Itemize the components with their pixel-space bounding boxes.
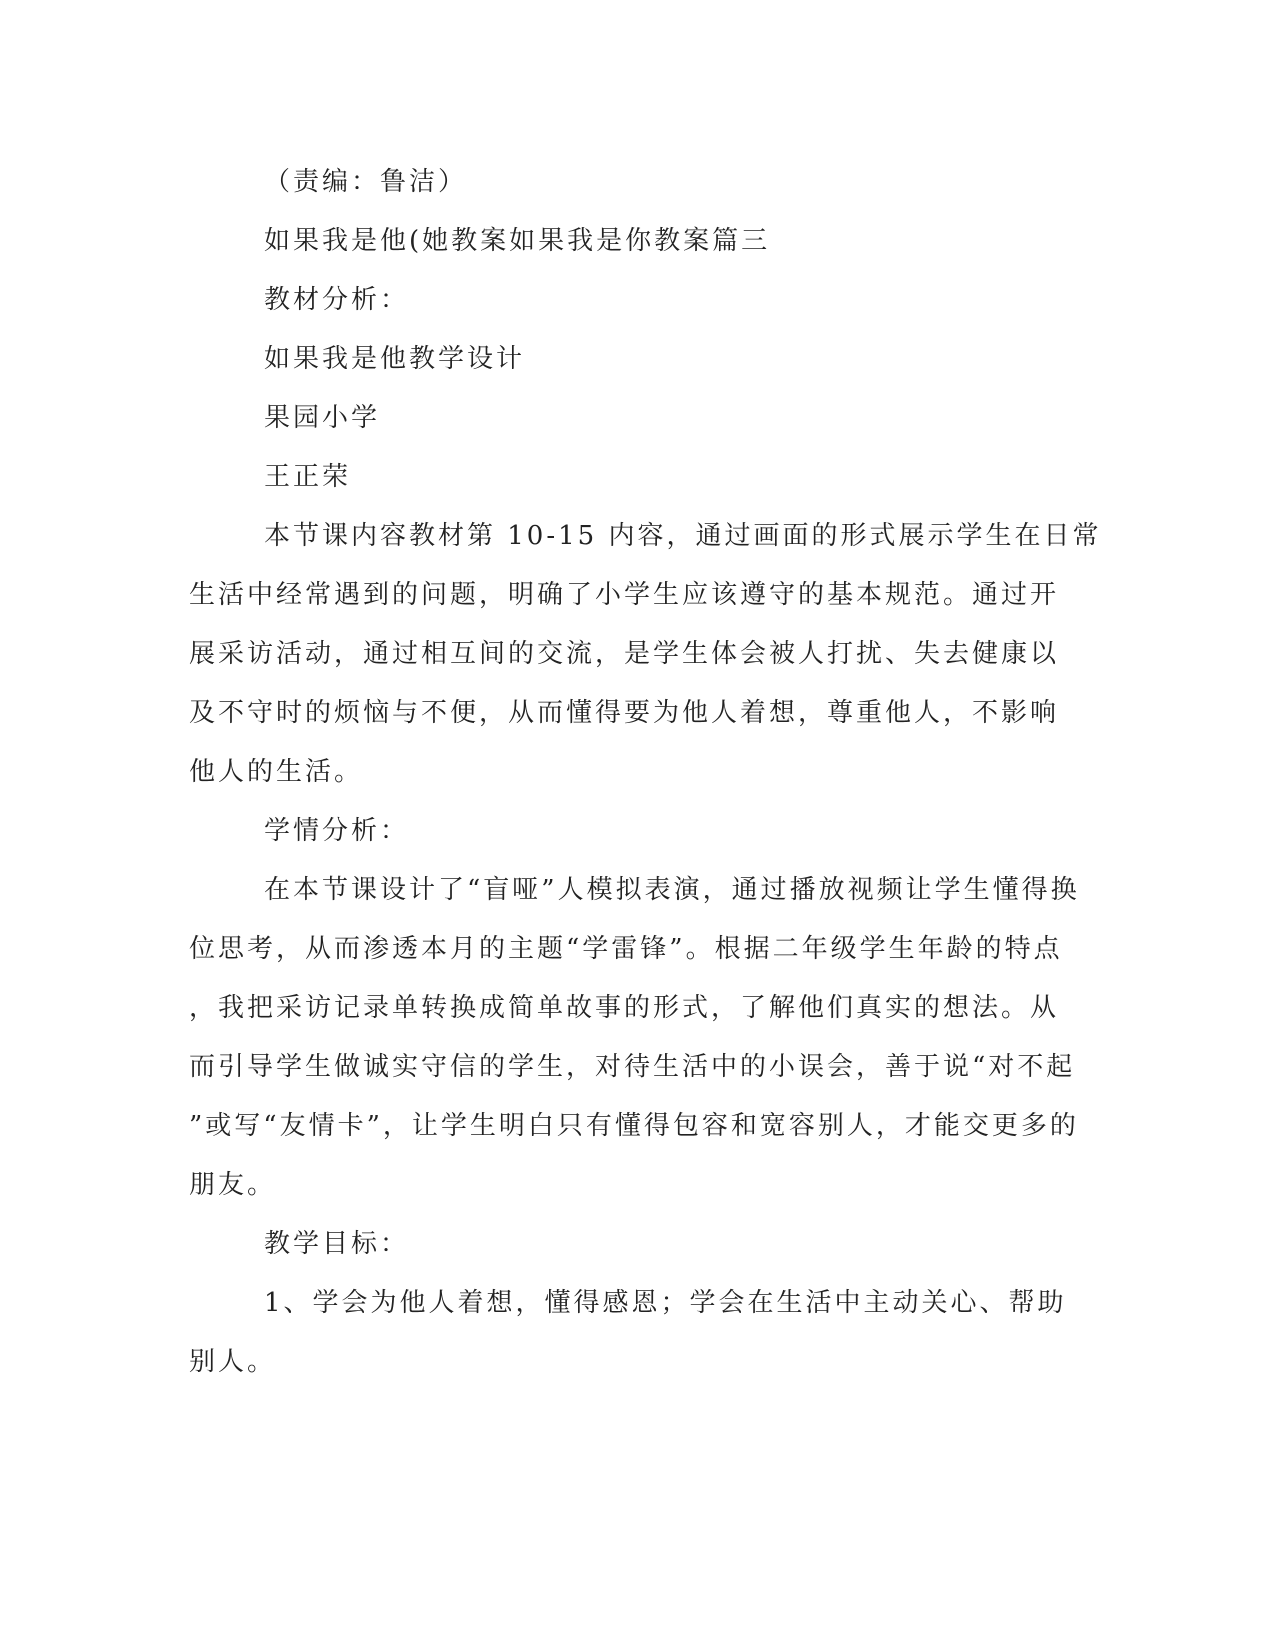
paragraph-line: 展采访活动，通过相互间的交流，是学生体会被人打扰、失去健康以: [189, 639, 1060, 669]
paragraph-line: 而引导学生做诚实守信的学生，对待生活中的小误会，善于说“对不起: [189, 1052, 1076, 1082]
paragraph-line: 生活中经常遇到的问题，明确了小学生应该遵守的基本规范。通过开: [189, 580, 1060, 610]
paragraph-line: 及不守时的烦恼与不便，从而懂得要为他人着想，尊重他人，不影响: [189, 698, 1060, 728]
goal-item-line: 1、学会为他人着想，懂得感恩；学会在生活中主动关心、帮助: [264, 1288, 1067, 1318]
school-name: 果园小学: [264, 403, 381, 433]
heading-textbook-analysis: 教材分析：: [264, 285, 410, 315]
editor-credit: （责编：鲁洁）: [264, 167, 468, 197]
paragraph-line: 本节课内容教材第 10-15 内容，通过画面的形式展示学生在日常: [264, 521, 1102, 551]
design-title: 如果我是他教学设计: [264, 344, 526, 374]
heading-student-analysis: 学情分析：: [264, 816, 410, 846]
author-name: 王正荣: [264, 462, 352, 492]
goal-item-line: 别人。: [189, 1347, 277, 1377]
section-title: 如果我是他(她教案如果我是你教案篇三: [264, 226, 771, 256]
paragraph-line: ”或写“友情卡”，让学生明白只有懂得包容和宽容别人，才能交更多的: [189, 1111, 1079, 1141]
paragraph-line: 朋友。: [189, 1170, 277, 1200]
paragraph-line: 在本节课设计了“盲哑”人模拟表演，通过播放视频让学生懂得换: [264, 875, 1080, 905]
paragraph-line: 位思考，从而渗透本月的主题“学雷锋”。根据二年级学生年龄的特点: [189, 934, 1063, 964]
heading-teaching-goals: 教学目标：: [264, 1229, 410, 1259]
paragraph-line: 他人的生活。: [189, 757, 364, 787]
paragraph-line: ，我把采访记录单转换成简单故事的形式，了解他们真实的想法。从: [189, 993, 1060, 1023]
